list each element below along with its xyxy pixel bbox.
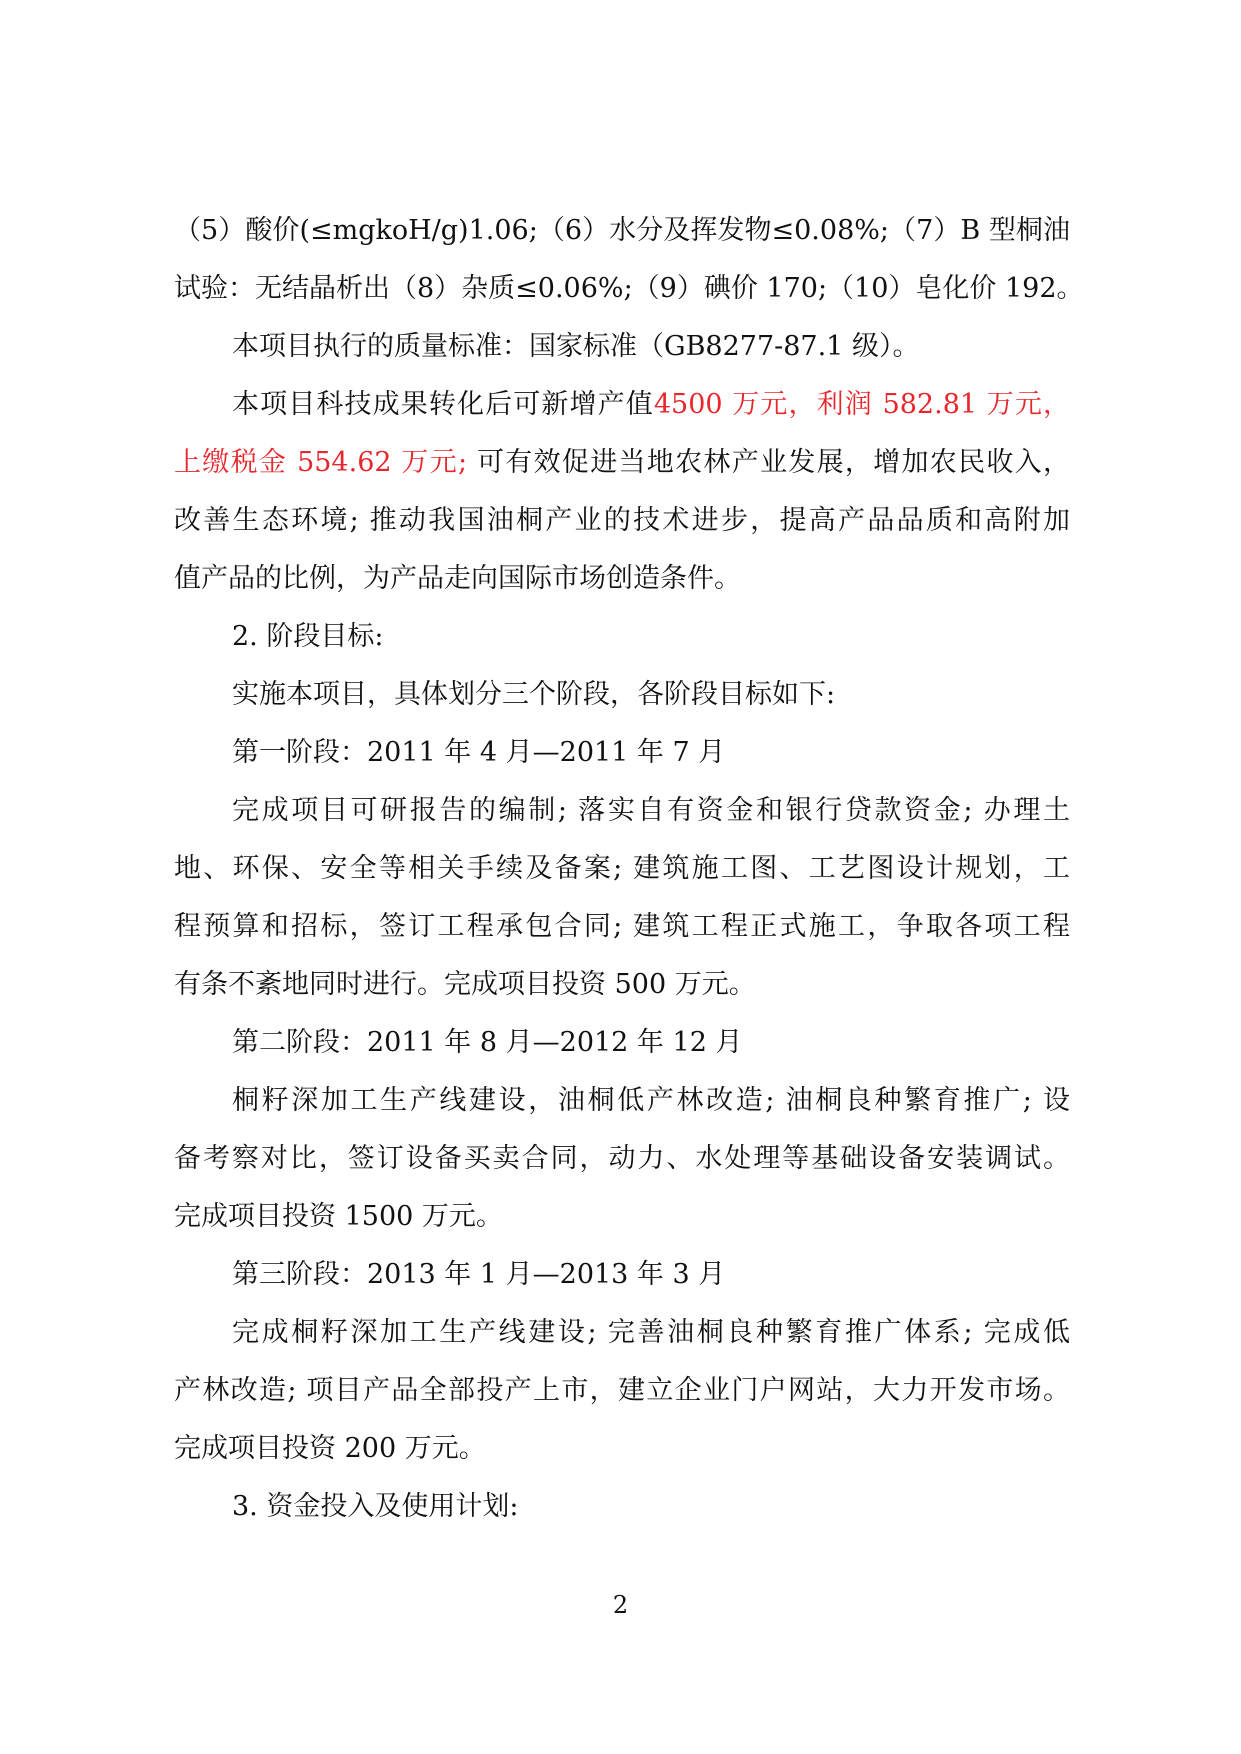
page-number: 2 bbox=[612, 1591, 629, 1619]
stage2-line: 备考察对比，签订设备买卖合同，动力、水处理等基础设备安装调试。 bbox=[174, 1143, 1070, 1174]
stage2-title: 第二阶段：2011 年 8 月—2012 年 12 月 bbox=[232, 1027, 743, 1058]
benefit-line: 值产品的比例，为产品走向国际市场创造条件。 bbox=[174, 563, 741, 594]
funding-heading: 3. 资金投入及使用计划: bbox=[232, 1491, 519, 1522]
stage1-line: 有条不紊地同时进行。完成项目投资 500 万元。 bbox=[174, 969, 756, 1000]
section-heading: 2. 阶段目标: bbox=[232, 621, 384, 652]
stage1-line: 地、环保、安全等相关手续及备案; 建筑施工图、工艺图设计规划，工 bbox=[174, 853, 1070, 884]
stage1-title: 第一阶段：2011 年 4 月—2011 年 7 月 bbox=[232, 737, 726, 768]
benefit-line: 改善生态环境; 推动我国油桐产业的技术进步，提高产品品质和高附加 bbox=[174, 505, 1070, 536]
stage3-line: 完成项目投资 200 万元。 bbox=[174, 1433, 486, 1464]
stage1-line: 程预算和招标，签订工程承包合同; 建筑工程正式施工，争取各项工程 bbox=[174, 911, 1070, 942]
quality-standard-line: 本项目执行的质量标准：国家标准（GB8277-87.1 级）。 bbox=[232, 331, 920, 362]
benefit-highlight: 4500 万元，利润 582.81 万元， bbox=[653, 389, 1071, 420]
stage1-line: 完成项目可研报告的编制; 落实自有资金和银行贷款资金; 办理土 bbox=[232, 795, 1070, 826]
benefit-text: 可有效促进当地农林产业发展，增加农民收入， bbox=[467, 447, 1070, 478]
document-body bbox=[174, 202, 1084, 1536]
benefit-text: 本项目科技成果转化后可新增产值 bbox=[232, 389, 654, 420]
stage3-line: 产林改造; 项目产品全部投产上市，建立企业门户网站，大力开发市场。 bbox=[174, 1375, 1070, 1406]
stage2-line: 桐籽深加工生产线建设，油桐低产林改造; 油桐良种繁育推广; 设 bbox=[232, 1085, 1070, 1116]
text-line: 试验：无结晶析出（8）杂质≤0.06%;（9）碘价 170;（10）皂化价 192。 bbox=[174, 273, 1084, 304]
stage3-title: 第三阶段：2013 年 1 月—2013 年 3 月 bbox=[232, 1259, 726, 1290]
benefit-line bbox=[174, 376, 1070, 434]
stage3-line: 完成桐籽深加工生产线建设; 完善油桐良种繁育推广体系; 完成低 bbox=[232, 1317, 1070, 1348]
benefit-line bbox=[174, 434, 1070, 492]
text-line: （5）酸价(≤mgkoH/g)1.06;（6）水分及挥发物≤0.08%;（7）B 型桐油 bbox=[174, 215, 1070, 246]
benefit-highlight: 上缴税金 554.62 万元; bbox=[174, 447, 468, 478]
stage-intro: 实施本项目，具体划分三个阶段，各阶段目标如下: bbox=[232, 679, 836, 710]
stage2-line: 完成项目投资 1500 万元。 bbox=[174, 1201, 503, 1232]
